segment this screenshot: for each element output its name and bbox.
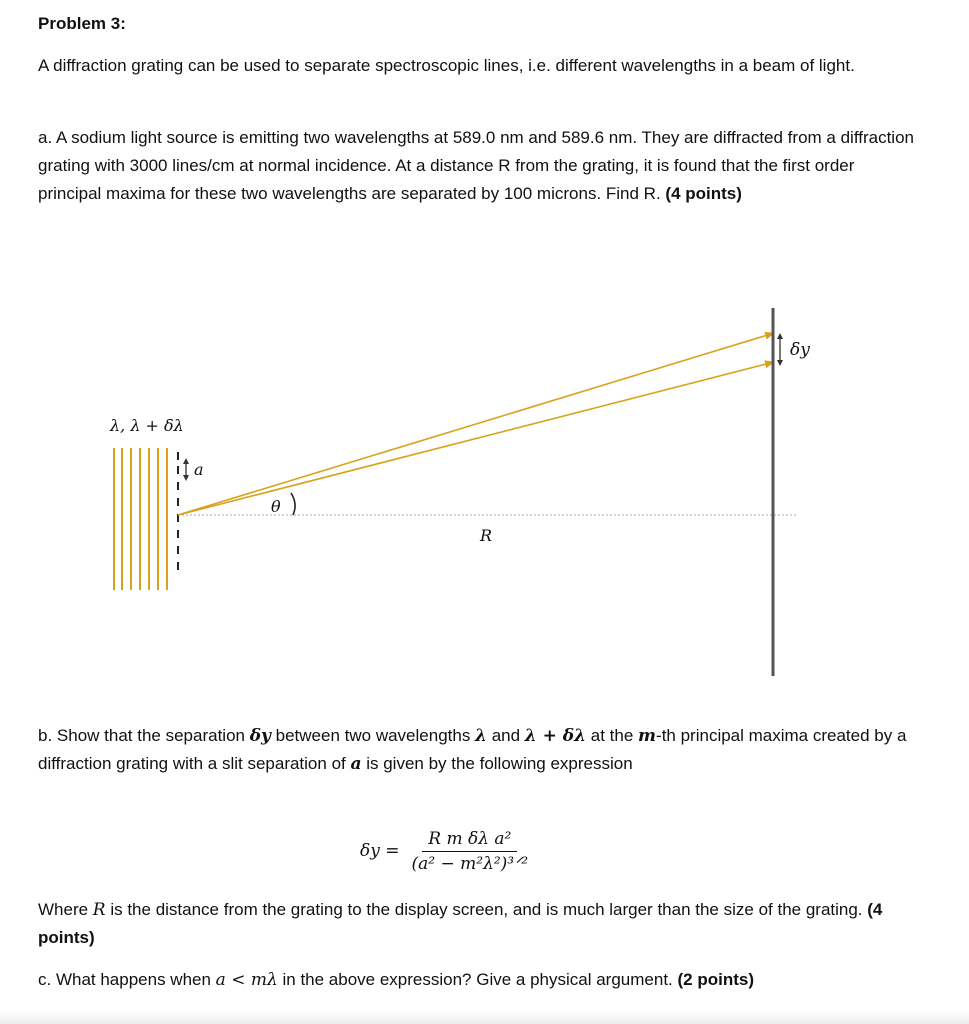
angle-label: θ xyxy=(271,497,281,516)
separation-label: δy xyxy=(790,340,810,360)
formula-denominator: (a² − m²λ²)³ᐟ² xyxy=(411,853,529,874)
part-b-text-5: -th principal maxima created by a diffraction grating with a slit separation of xyxy=(38,726,907,773)
incident-wavefronts xyxy=(114,448,167,590)
part-b-text-3: and xyxy=(486,726,525,745)
part-c-paragraph xyxy=(38,966,918,994)
formula-fraction xyxy=(408,829,533,874)
part-b-continuation xyxy=(38,896,918,952)
part-b-paragraph xyxy=(38,722,918,778)
angle-arc xyxy=(291,493,295,515)
problem-intro: A diffraction grating can be used to separate spectroscopic lines, i.e. different wavelengths in a beam of light. xyxy=(38,56,855,75)
part-c-points: (2 points) xyxy=(677,970,755,989)
part-b-text-1: b. Show that the separation xyxy=(38,726,250,745)
part-b-symbol-a: a xyxy=(350,754,362,774)
slit-label: a xyxy=(194,460,204,479)
ray-upper xyxy=(178,333,774,515)
part-b-text-4: at the xyxy=(586,726,639,745)
separation-formula xyxy=(360,820,532,882)
part-b-symbol-lambda: λ xyxy=(475,726,487,746)
part-c-text-2: in the above expression? Give a physical argument. xyxy=(277,970,673,989)
distance-label: R xyxy=(480,526,493,545)
bottom-edge-shade xyxy=(0,1010,969,1024)
part-b-text-2: between two wavelengths xyxy=(270,726,476,745)
formula-lhs: δy = xyxy=(360,841,400,861)
part-b-where-symbol-r: R xyxy=(92,900,106,920)
part-b-text-6: is given by the following expression xyxy=(361,754,633,773)
source-label: λ, λ + δλ xyxy=(110,416,184,435)
problem-title: Problem 3: xyxy=(38,14,126,33)
formula-numerator: R m δλ a² xyxy=(422,829,517,852)
part-b-where-1: Where xyxy=(38,900,93,919)
part-b-points: (4 points) xyxy=(38,900,883,947)
part-b-symbol-m: m xyxy=(638,726,657,746)
part-b-where-2: is the distance from the grating to the display screen, and is much larger than the size of the grating. xyxy=(105,900,863,919)
part-c-text-1: c. What happens when xyxy=(38,970,216,989)
part-b-symbol-lambda-dl: λ + δλ xyxy=(524,726,587,746)
ray-lower xyxy=(178,362,774,515)
part-b-symbol-dy: δy xyxy=(249,726,271,746)
part-a-text: a. A sodium light source is emitting two wavelengths at 589.0 nm and 589.6 nm. They are diffracted from a diffraction grating with 3000 lines/cm at normal incidence. At a distance R from the grating, it is found that the first order principal maxima for these two wavelengths are separated by 100 microns. Find R. xyxy=(38,128,914,203)
part-c-condition: a < mλ xyxy=(215,970,278,990)
part-a-points: (4 points) xyxy=(665,184,742,203)
